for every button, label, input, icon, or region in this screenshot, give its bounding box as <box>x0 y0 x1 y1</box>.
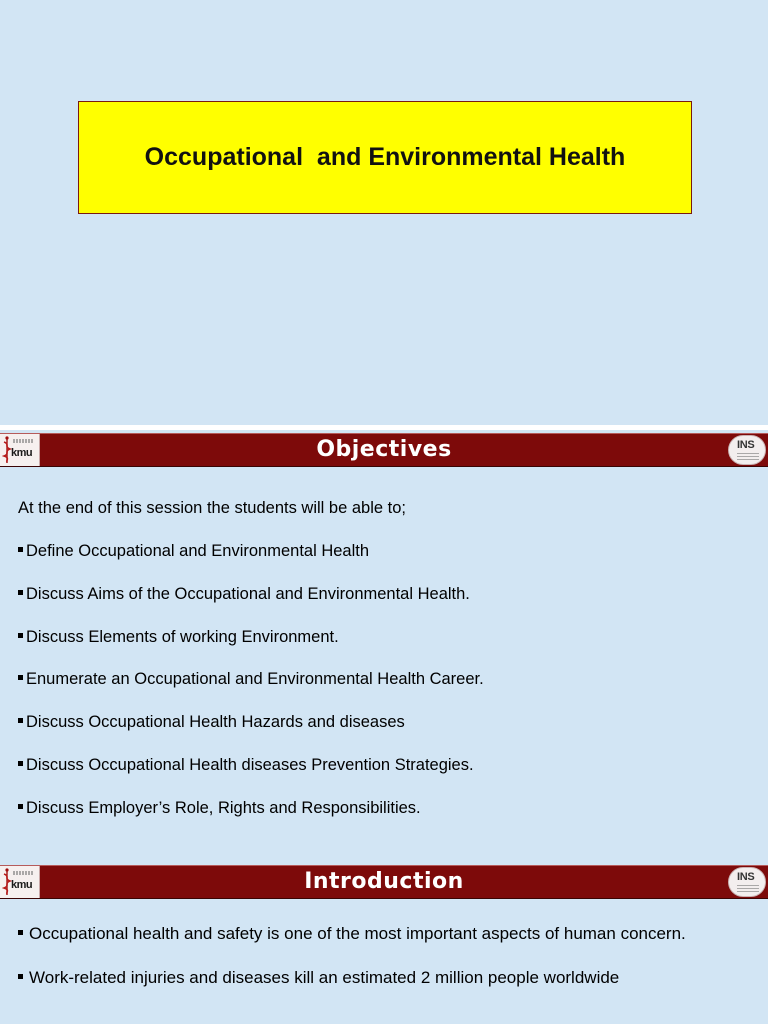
title-box <box>78 101 692 214</box>
square-bullet-icon <box>18 718 23 723</box>
logo-small-text <box>737 453 759 460</box>
square-bullet-icon <box>18 761 23 766</box>
ins-logo-text: INS <box>737 439 755 451</box>
list-item: Enumerate an Occupational and Environmental Health Career. <box>18 669 758 712</box>
square-bullet-icon <box>18 804 23 809</box>
title-slide <box>0 0 768 425</box>
square-bullet-icon <box>18 633 23 638</box>
kmu-logo-text: kmu <box>11 447 33 459</box>
slide-header-band <box>0 433 768 467</box>
square-bullet-icon <box>18 675 23 680</box>
list-item: Discuss Occupational Health Hazards and diseases <box>18 712 758 755</box>
ins-logo-text: INS <box>737 871 755 883</box>
square-bullet-icon <box>18 547 23 552</box>
logo-small-text <box>737 885 759 892</box>
list-item: Discuss Employer’s Role, Rights and Responsibilities. <box>18 798 758 841</box>
list-item: Discuss Aims of the Occupational and Environmental Health. <box>18 584 758 627</box>
list-item: Work-related injuries and diseases kill an estimated 2 million people worldwide <box>18 964 758 992</box>
slide-header-title: Objectives <box>316 437 452 462</box>
introduction-slide <box>0 862 768 1024</box>
objectives-intro: At the end of this session the students will be able to; <box>18 499 406 517</box>
kmu-logo-text: kmu <box>11 879 33 891</box>
objectives-slide <box>0 430 768 862</box>
list-item: Discuss Occupational Health diseases Prevention Strategies. <box>18 755 758 798</box>
list-item: Define Occupational and Environmental Health <box>18 541 758 584</box>
slide-title: Occupational and Environmental Health <box>144 143 626 171</box>
list-item: Occupational health and safety is one of the most important aspects of human concern. <box>18 920 758 948</box>
square-bullet-icon <box>18 930 23 935</box>
slide-header-band <box>0 865 768 899</box>
ins-logo <box>728 867 766 897</box>
square-bullet-icon <box>18 590 23 595</box>
slide-header-title: Introduction <box>304 869 464 894</box>
ins-logo <box>728 435 766 465</box>
objectives-list <box>18 498 758 841</box>
square-bullet-icon <box>18 974 23 979</box>
introduction-body <box>18 920 758 1008</box>
list-item: Discuss Elements of working Environment. <box>18 627 758 670</box>
